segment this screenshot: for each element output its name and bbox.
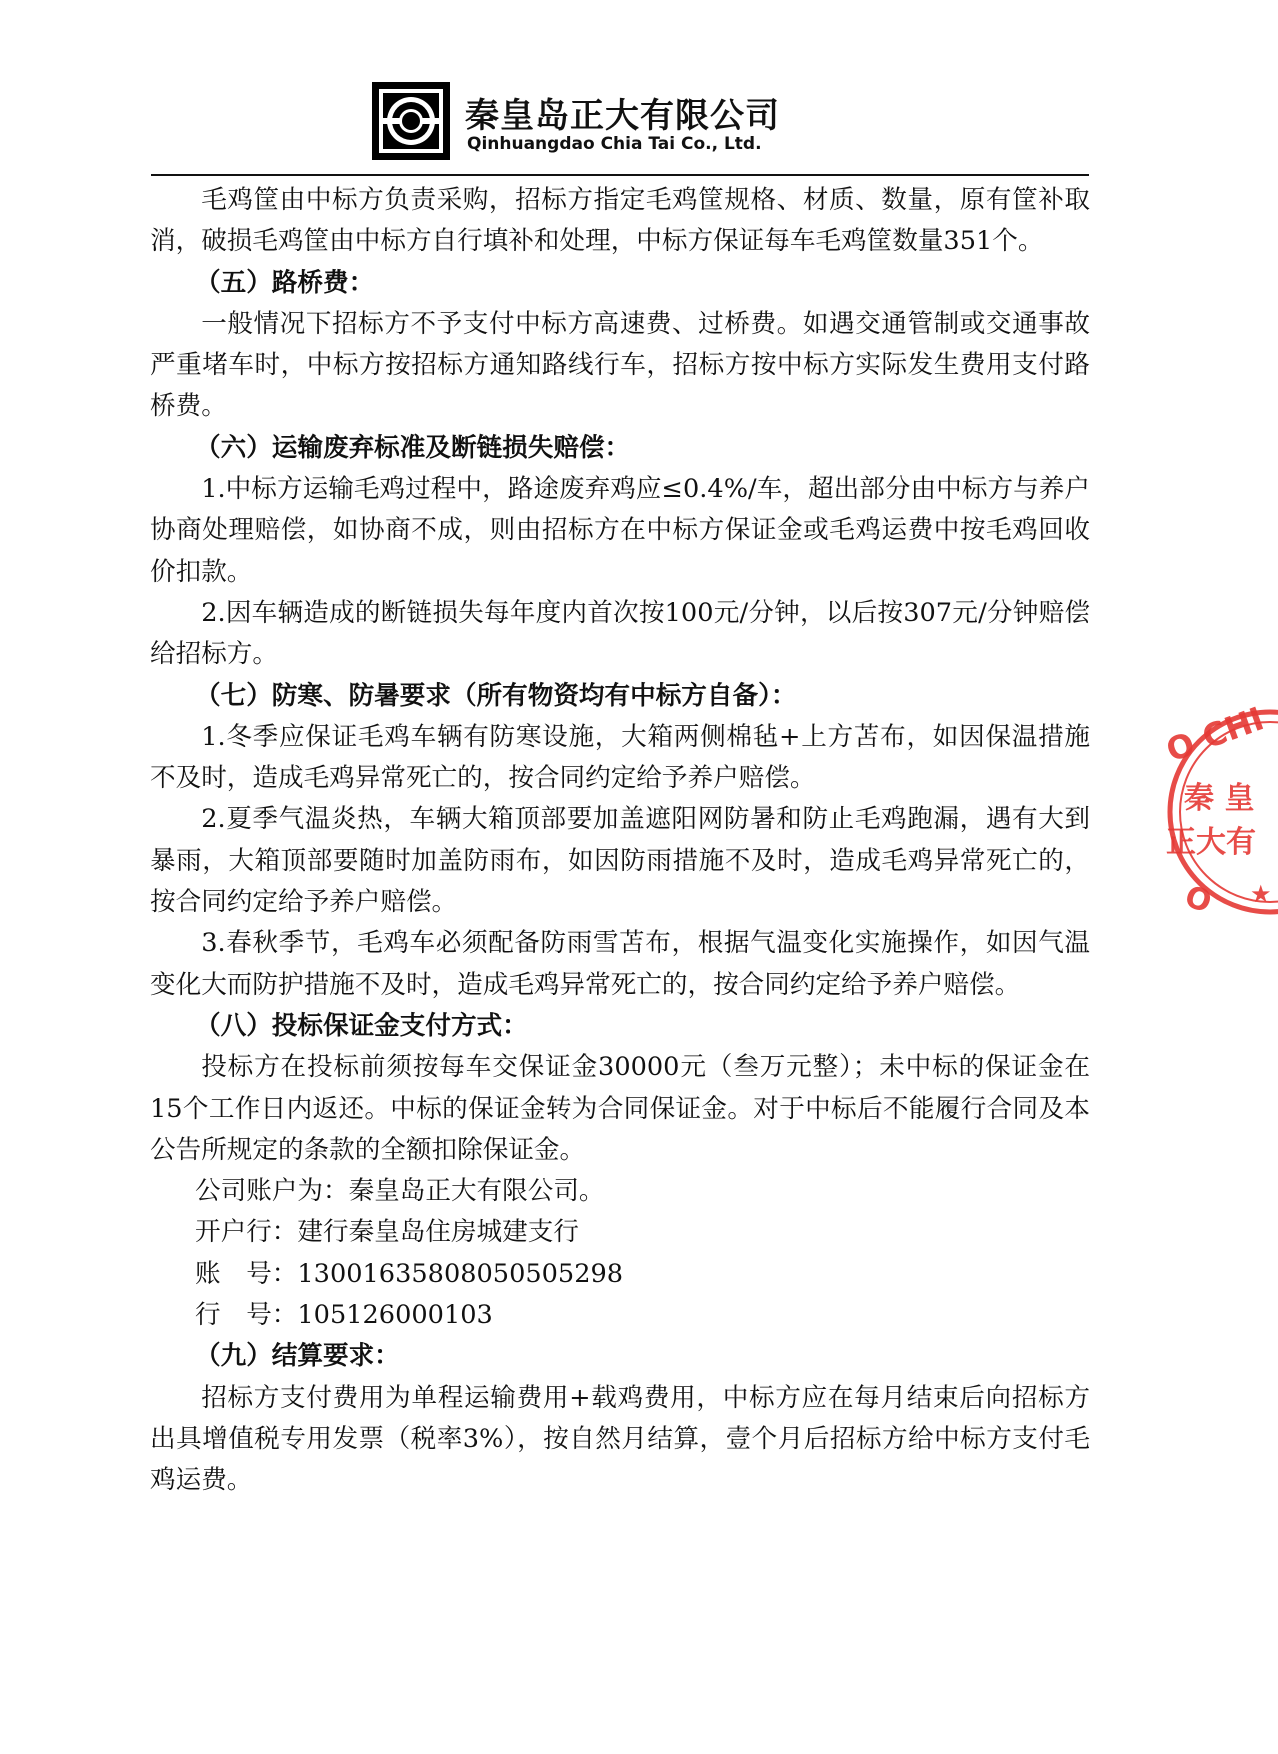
company-logo-icon [372,82,450,160]
account-value: 13001635808050505298 [297,1258,624,1289]
paragraph-6-2: 2.因车辆造成的断链损失每年度内首次按100元/分钟，以后按307元/分钟赔偿给招标方。 [150,597,1090,670]
bank-code [150,1295,1090,1336]
svg-text:秦 皇: 秦 皇 [1184,781,1255,816]
paragraph-9: 招标方支付费用为单程运输费用+载鸡费用，中标方应在每月结束后向招标方出具增值税专用发票（税率3%），按自然月结算，壹个月后招标方给中标方支付毛鸡运费。 [150,1382,1090,1496]
paragraph-5: 一般情况下招标方不予支付中标方高速费、过桥费。如遇交通管制或交通事故严重堵车时，中标方按招标方通知路线行车，招标方按中标方实际发生费用支付路桥费。 [150,308,1090,422]
paragraph-6-1: 1.中标方运输毛鸡过程中，路途废弃鸡应≤0.4%/车，超出部分由中标方与养户协商处理赔偿，如协商不成，则由招标方在中标方保证金或毛鸡运费中按毛鸡回收价扣款。 [150,474,1090,587]
account-label: 账 号： [195,1258,298,1289]
paragraph-7-1: 1.冬季应保证毛鸡车辆有防寒设施，大箱两侧棉毡+上方苫布，如因保温措施不及时，造成毛鸡异常死亡的，按合同约定给予养户赔偿。 [150,721,1090,794]
code-value: 105126000103 [297,1300,493,1331]
bank-label: 开户行： [195,1217,298,1248]
heading-7: （七）防寒、防暑要求（所有物资均有中标方自备）： [195,680,797,711]
paragraph-7-2: 2.夏季气温炎热，车辆大箱顶部要加盖遮阳网防暑和防止毛鸡跑漏，遇有大到暴雨，大箱顶部要随时加盖防雨布，如因防雨措施不及时，造成毛鸡异常死亡的，按合同约定给予养户赔偿。 [150,804,1090,918]
heading-6: （六）运输废弃标准及断链损失赔偿： [195,432,631,463]
account-company: 公司账户为：秦皇岛正大有限公司。 [195,1176,605,1207]
account-bank [150,1212,1090,1253]
letterhead [372,82,812,168]
heading-9: （九）结算要求： [195,1341,400,1372]
bank-value: 建行秦皇岛住房城建支行 [297,1217,579,1248]
document-body [150,180,1090,1502]
heading-5: （五）路桥费： [195,267,375,298]
svg-text:★: ★ [1250,880,1272,908]
svg-text:O CHI: O CHI [1161,699,1269,770]
company-seal-stamp [1158,699,1278,922]
header-divider [151,174,1089,176]
company-name-cn: 秦皇岛正大有限公司 [465,96,780,136]
svg-text:正大有: 正大有 [1166,825,1256,860]
paragraph-crate: 毛鸡筐由中标方负责采购，招标方指定毛鸡筐规格、材质、数量，原有筐补取消，破损毛鸡筐由中标方自行填补和处理，中标方保证每车毛鸡筐数量351个。 [150,185,1090,257]
svg-text:O: O [1180,879,1217,921]
heading-8: （八）投标保证金支付方式： [195,1010,528,1041]
company-name-en: Qinhuangdao Chia Tai Co., Ltd. [467,134,762,154]
paragraph-7-3: 3.春秋季节，毛鸡车必须配备防雨雪苫布，根据气温变化实施操作，如因气温变化大而防护措施不及时，造成毛鸡异常死亡的，按合同约定给予养户赔偿。 [150,928,1090,1000]
paragraph-8: 投标方在投标前须按每车交保证金30000元（叁万元整）；未中标的保证金在15个工作日内返还。中标的保证金转为合同保证金。对于中标后不能履行合同及本公告所规定的条款的全额扣除保证金。 [150,1052,1090,1165]
code-label: 行 号： [195,1300,298,1331]
account-number [150,1254,1090,1295]
